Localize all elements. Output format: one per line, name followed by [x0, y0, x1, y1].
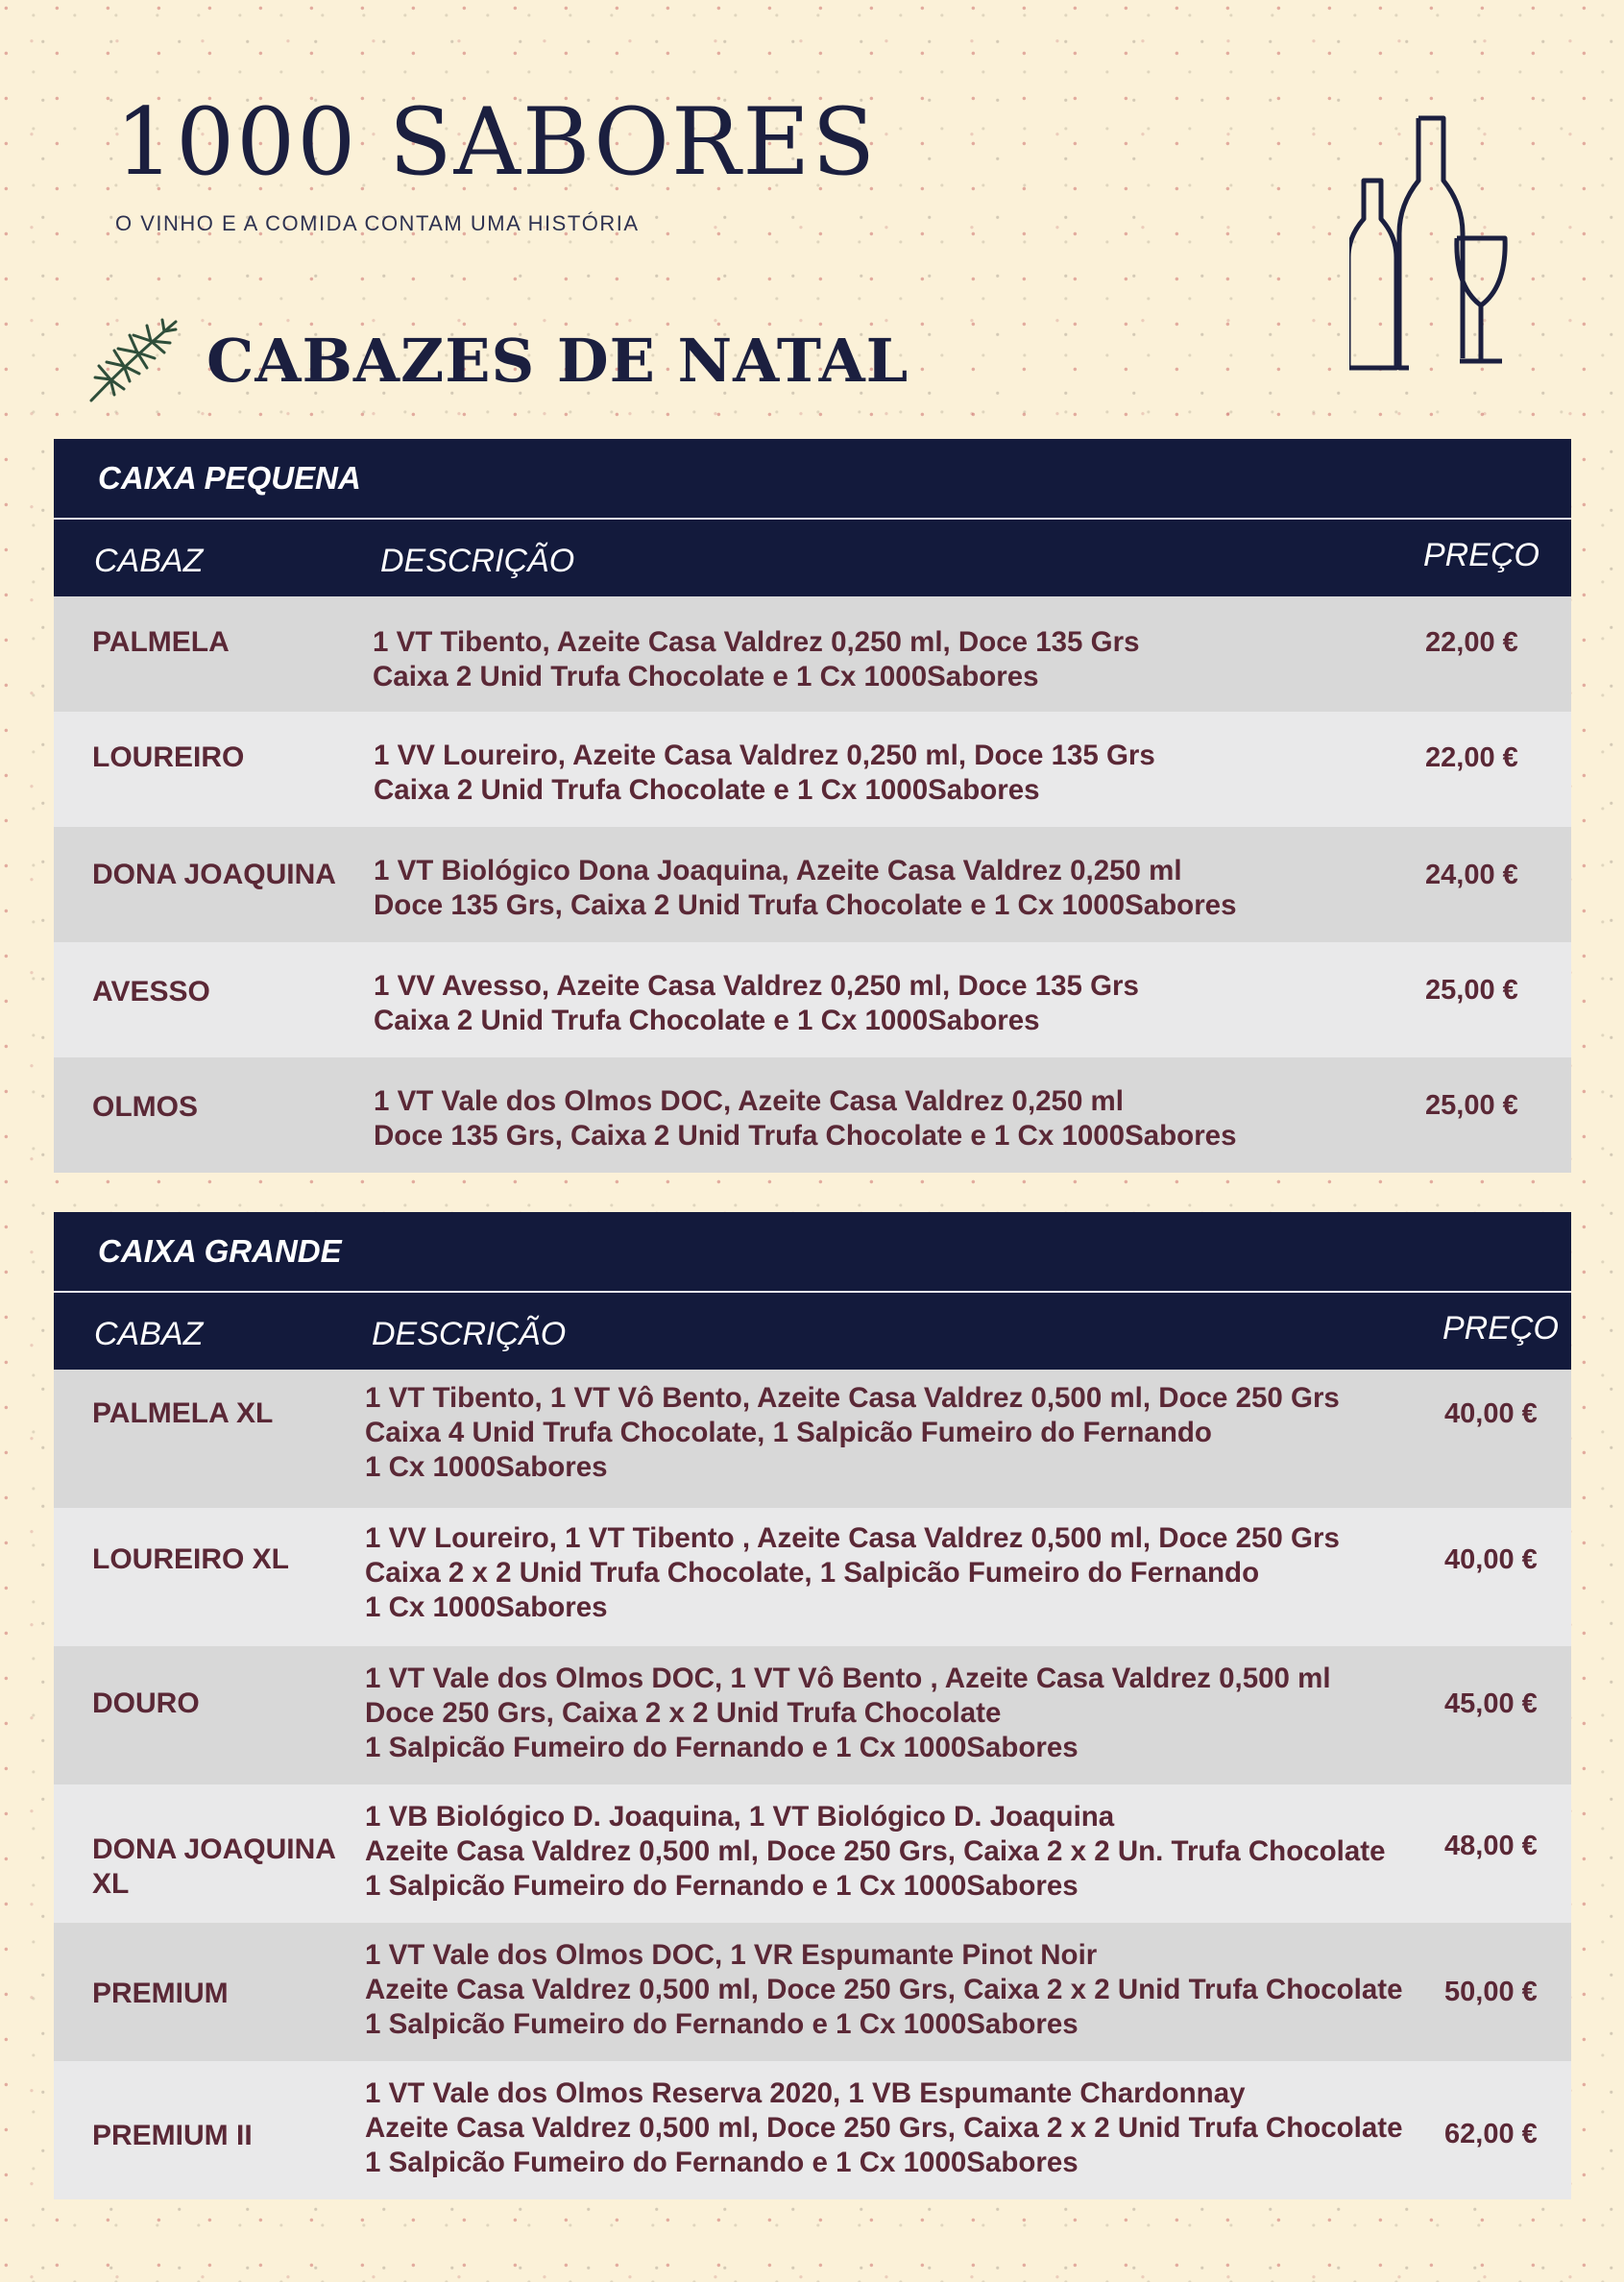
small-box-table	[54, 439, 1571, 1173]
section-heading	[82, 312, 909, 408]
brand-subtitle: O VINHO E A COMIDA CONTAM UMA HISTÓRIA	[115, 211, 640, 235]
table-row	[54, 596, 1571, 712]
basket-name: PREMIUM	[92, 1978, 229, 2009]
basket-price: 22,00 €	[1425, 627, 1518, 658]
basket-name: DONA JOAQUINA XL	[92, 1833, 336, 1900]
basket-name: LOUREIRO	[92, 741, 245, 773]
basket-description: 1 VT Vale dos Olmos Reserva 2020, 1 VB Espumante Chardonnay Azeite Casa Valdrez 0,500 ml, Doce 250 Grs, Caixa 2 x 2 Unid Trufa Chocolate 1 Salpicão Fumeiro do Fernando e 1 Cx 1000Sabores	[365, 2077, 1403, 2178]
basket-description: 1 VT Vale dos Olmos DOC, 1 VR Espumante Pinot Noir Azeite Casa Valdrez 0,500 ml, Doce 250 Grs, Caixa 2 x 2 Unid Trufa Chocolate 1 Salpicão Fumeiro do Fernando e 1 Cx 1000Sabores	[365, 1939, 1403, 2040]
basket-price: 24,00 €	[1425, 860, 1518, 890]
table-title-small: CAIXA PEQUENA	[54, 439, 1571, 518]
basket-price: 45,00 €	[1444, 1688, 1538, 1719]
basket-description: 1 VT Tibento, Azeite Casa Valdrez 0,250 ml, Doce 135 Grs Caixa 2 Unid Trufa Chocolate e 1 Cx 1000Sabores	[373, 626, 1140, 692]
basket-description: 1 VT Vale dos Olmos DOC, 1 VT Vô Bento , Azeite Casa Valdrez 0,500 ml Doce 250 Grs, Caixa 2 x 2 Unid Trufa Chocolate 1 Salpicão Fumeiro do Fernando e 1 Cx 1000Sabores	[365, 1663, 1331, 1763]
col-preco: PREÇO	[1442, 1310, 1559, 1347]
col-descricao: DESCRIÇÃO	[372, 1316, 567, 1352]
col-descricao: DESCRIÇÃO	[380, 543, 575, 579]
table-row	[54, 942, 1571, 1057]
basket-description: 1 VT Vale dos Olmos DOC, Azeite Casa Valdrez 0,250 ml Doce 135 Grs, Caixa 2 Unid Trufa Chocolate e 1 Cx 1000Sabores	[374, 1085, 1237, 1152]
basket-description: 1 VV Avesso, Azeite Casa Valdrez 0,250 ml, Doce 135 Grs Caixa 2 Unid Trufa Chocolate e 1 Cx 1000Sabores	[374, 970, 1139, 1036]
basket-price: 48,00 €	[1444, 1831, 1538, 1861]
section-title: CABAZES DE NATAL	[206, 325, 909, 396]
basket-description: 1 VV Loureiro, Azeite Casa Valdrez 0,250 ml, Doce 135 Grs Caixa 2 Unid Trufa Chocolate e 1 Cx 1000Sabores	[374, 740, 1155, 806]
basket-name: OLMOS	[92, 1091, 198, 1123]
basket-description: 1 VB Biológico D. Joaquina, 1 VT Biológico D. Joaquina Azeite Casa Valdrez 0,500 ml, Doce 250 Grs, Caixa 2 x 2 Un. Trufa Chocolate 1 Salpicão Fumeiro do Fernando e 1 Cx 1000Sabores	[365, 1801, 1386, 1902]
brand-header	[115, 88, 878, 236]
table-row	[54, 1646, 1571, 1784]
table-row	[54, 827, 1571, 942]
col-cabaz: CABAZ	[94, 543, 204, 579]
basket-name: PALMELA XL	[92, 1397, 274, 1429]
table-title-large: CAIXA GRANDE	[54, 1212, 1571, 1291]
table-row	[54, 1057, 1571, 1173]
basket-description: 1 VT Biológico Dona Joaquina, Azeite Casa Valdrez 0,250 ml Doce 135 Grs, Caixa 2 Unid Trufa Chocolate e 1 Cx 1000Sabores	[374, 855, 1237, 921]
table-row	[54, 1370, 1571, 1508]
basket-price: 25,00 €	[1425, 1090, 1518, 1121]
col-preco: PREÇO	[1423, 537, 1539, 573]
wine-bottles-glass-icon	[1349, 113, 1513, 373]
basket-price: 40,00 €	[1444, 1398, 1538, 1429]
table-row	[54, 1784, 1571, 1923]
table-row	[54, 712, 1571, 827]
large-box-table	[54, 1212, 1571, 2199]
basket-price: 25,00 €	[1425, 975, 1518, 1006]
basket-name: DONA JOAQUINA	[92, 859, 336, 890]
table-header-row	[54, 518, 1571, 596]
table-row	[54, 1923, 1571, 2061]
basket-name: PALMELA	[92, 626, 230, 658]
basket-description: 1 VT Tibento, 1 VT Vô Bento, Azeite Casa Valdrez 0,500 ml, Doce 250 Grs Caixa 4 Unid Trufa Chocolate, 1 Salpicão Fumeiro do Fernando 1 Cx 1000Sabores	[365, 1382, 1340, 1483]
pine-branch-icon	[82, 312, 182, 408]
basket-description: 1 VV Loureiro, 1 VT Tibento , Azeite Casa Valdrez 0,500 ml, Doce 250 Grs Caixa 2 x 2 Unid Trufa Chocolate, 1 Salpicão Fumeiro do Fernando 1 Cx 1000Sabores	[365, 1522, 1340, 1623]
basket-price: 40,00 €	[1444, 1544, 1538, 1575]
table-row	[54, 2061, 1571, 2199]
basket-name: DOURO	[92, 1687, 200, 1719]
table-row	[54, 1508, 1571, 1646]
basket-price: 62,00 €	[1444, 2119, 1538, 2149]
basket-name: PREMIUM II	[92, 2120, 253, 2151]
basket-price: 22,00 €	[1425, 742, 1518, 773]
basket-name: LOUREIRO XL	[92, 1543, 290, 1575]
basket-price: 50,00 €	[1444, 1977, 1538, 2007]
table-header-row	[54, 1291, 1571, 1370]
col-cabaz: CABAZ	[94, 1316, 204, 1352]
brand-title: 1000 SABORES	[115, 88, 878, 196]
basket-name: AVESSO	[92, 976, 210, 1007]
